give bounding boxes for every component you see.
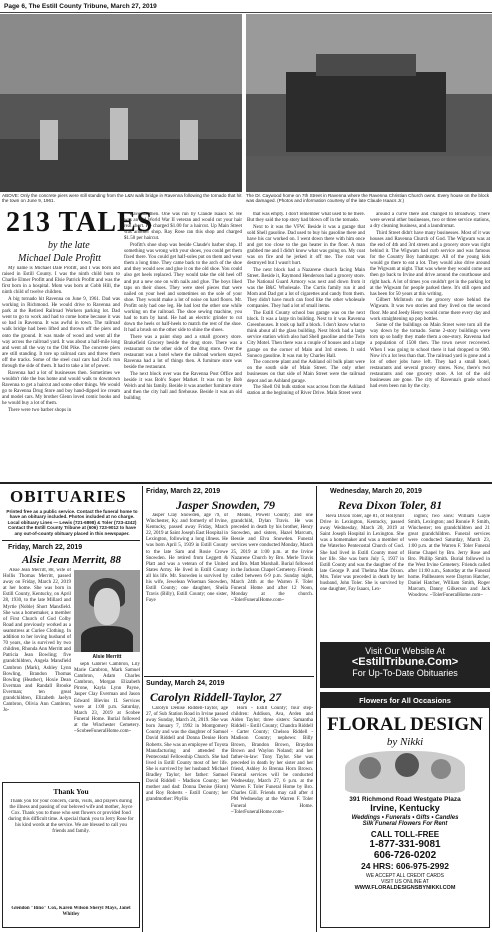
jasper-name: Jasper Snowden, 79 (176, 498, 276, 512)
vertical-rule-1 (142, 486, 143, 932)
photo-caption-right: The Dr. Caywood home on 7th Street in Ravenna where the Ravenna Christian Church owns. Every house on the block was damaged. (Photos and information courtesy of the late Claude Isaacs Jr.) (246, 193, 490, 204)
bridge-piers-photo (0, 14, 242, 192)
thank-you-title: Thank You (53, 787, 89, 796)
jasper-date: Friday, March 22, 2019 (146, 488, 221, 495)
floral-ad-visit: VISIT US ONLINE AT (381, 879, 429, 885)
column-author: Michael Dale Profitt (18, 253, 101, 264)
alsie-text-1: Alsie Jean Merritt, 88, wife of Hollis Thomas Merritt, passed away on Friday, March 22, 2019 at her home. She was born in Estill County, Kentucky, on April 28, 1930, to the late Millard and Myrtle (Noble) Short Mansfield. She was a homemaker, a member of First Church of God Colby Road and previously worked as a seamstress at Curlee Clothing. In addition to her loving husband of 70 years, she is survived by two children, Rhonda Ann Merritt and Patricia Jean Bowling; five grandchildren, Angela Mansfield Cambron (Mark), Ashley Lynn Bowling, Brandon Thomas Bowling (Heather), Hoxie Dean Everman and Randall Brooke Everman; ten great grandchildren, Elizabeth Jaelyn Cambron, Olivia Ann Cambron, Jo- (3, 568, 71, 714)
floral-ad-cards: WE ACCEPT ALL CREDIT CARDS (366, 873, 444, 879)
jasper-text-2: Means, Powell County; and one grandchild, Dylan Travis. He was preceded in death by his brother, Henry Snowden, and sisters, Hazel Marcum, Bessie and Elva Snowden. Funeral services were conducted Monday, March 25, 2019 at 1:00 p.m. at the Irvine Nazarene Church by Bro. Merle Travis and Bro. Matt Marshall. Burial followed in the Jackson Chapel Cemetery. Friends called between 6-9 p.m. Sunday night, March 24th at the Warren F. Toler Funeral Home and after 12 Noon, Monday at the church. ~TolerFuneralHome.com~ (231, 513, 313, 604)
obituaries-note: Printed free as a public service. Contact the funeral home to have an obituary included. Photos included at no charge. Local obituary Lines — Lewis (721-6898) & Toler (723-4242) Contact the Estill County Tribune at (606) 723-9012 to have any out-of-county obituary placed in this newspaper. (6, 509, 138, 536)
page-header: Page 6, The Estill County Tribune, March 27, 2019 (0, 0, 492, 13)
carolyn-text-2: Horn - Estill County; four step-children: Addison, Ava, Arden and Aiden Taylor; three sisters: Samantha Riddell - Estill County; Chandra Riddell - Carter County; Chelsea Riddell - Madison County; nephews: Billy Brown, Brandon Brown, Braydon Brown and Waylon Noland; and her father-in-law: Tony Taylor. She was preceded in death by her sister and her friend, Ashley Jo Brenna Horn Brown. Funeral services will be conducted Wednesday, March 27, 6 p.m. at the Warren F. Toler Funeral Home by Bro. Charles Gill. Friends may call after 4 PM Wednesday at the Warren F. Toler Funeral Home. ~TolerFuneralHome.com~ (231, 706, 313, 815)
alsie-photo-caption: Alsie Merritt (92, 654, 122, 660)
alsie-text-2: seph Gabriel Cambron, Lily Marie Cambron, Mark Samuel Cambron, Adam Charles Cambron, Morgan Elizabeth Pirone, Kayla Lynn Payne, Jasper Clay Everman and Jason Edward Blevins II. Services were at 1:00 p.m. Saturday, March 23, 2019 at Scobee Funeral Home. Burial followed at the Winchester Cemetery. ~ScobeeFuneralHome.com~ (74, 662, 140, 735)
photo-caption-left: ABOVE: Only the concrete piers were still standing from the L&N walk bridge in Ravenna following the tornado that hit the town on June 9, 1961. (2, 193, 242, 204)
column-text-2: Ravenna then. One was run by Claude Isaacs Sr. He was an old World War II veteran and would cut your hair real short. He charged $1.00 for a haircut. Up Main Street was another shop. Ray Rose ran this shop and charged $1.50 per haircut. Profitt's shoe shop was beside Claude's barber shop. If something was wrong with your shoes, you could get them fixed there. You could get half-soles put on them and wear them a long time. They came back to the arch of the shoe and they would sew and glue it on the old shoe. You could also get heels replaced. They would take the old heel off and put a new one on with nails and glue. The boys liked taps on their shoes. They were steel pieces that were nailed on your heel and sometimes on the sole of your shoe. They would make a lot of noise on hard floors. Mr. Profitt only had one leg. He had lost the other one while working on the railroad. The shoe sewing machine, you had to turn by hand. He had an electric grinder to cut down the heels or half-heels to match the rest of the shoe. It had a brush on the other side to shine the shoes. There was a paint shop and a small grocery store. Brakefield Grocery beside the drug store. There was a restaurant on the other side of the drug store. Over the restaurant was a hotel where the railroad workers stayed. Ravenna had a lot of things then. A furniture store was beside the restaurant. The next block over was the Ravenna Post Office and beside it was Bob's Super Market. It was run by Bob Welch and his family. Beside it was another furniture store and then the city hall and firehouse. Beside it was an old building (124, 212, 242, 402)
floral-ad-hours: 24 HRS: 606-975-2992 (361, 861, 449, 871)
floral-ad-silk: Silk Funeral Flowers For Rent (362, 821, 448, 827)
column-byline: by the late (48, 240, 90, 251)
floral-ad-tollfree[interactable]: 1-877-331-9081 (369, 839, 441, 850)
carolyn-rule (144, 676, 314, 677)
floral-ad-city: Irvine, Kentucky (370, 803, 440, 813)
website-ad-line1: Visit Our Website At (365, 646, 445, 656)
reva-date: Wednesday, March 20, 2019 (330, 488, 422, 495)
jasper-text-1: Jasper Clay Snowden, age 79, of Winchester, Ky. and formerly of Irvine, Kentucky, passed away Friday, March 22, 2019 at Saint Joseph East Hospital in Lexington, following a long illness. He was born April 5, 1939 in Estill County to the late Sam and Rosie Crowe Snowden. He retired from Leggett & Platt and was a veteran of the United States Army. He lived in Estill County all his life. Mr. Snowden is survived by his wife, Jewelean Wiseman Snowden, Estill County; one daughter, Sheila Travis (Billy), Estill County; one sister, Faye (146, 513, 228, 604)
obituaries-title: OBITUARIES (10, 487, 127, 506)
vertical-rule-2 (316, 486, 317, 932)
website-ad-url[interactable]: <EstillTribune.Com> (351, 656, 459, 668)
obits-rule (2, 540, 140, 541)
floral-ad-local[interactable]: 606-726-0202 (373, 850, 437, 861)
carolyn-date: Sunday, March 24, 2019 (146, 680, 225, 687)
carolyn-text-1: Carolyn Denise Riddell-Taylor, age 27, of Sub Station Road in Irvine passed away Sunday, March 24, 2019. She was born January 7, 1992 in Montgomery County and was the daughter of Samuel David Riddell and Donna Denise Horn Roberts. She was an employee of Toyota Manufacturing and attended the Pentecostal Fellowship Church. She had lived in Estill County most of her life. She is survived by her husband: Michael Bradley Taylor; her father: Samuel David Riddell - Madison County; her mother and dad: Donna Denise (Horn) and Roy Roberts - Estill County; her grandmother: Phyllis (146, 706, 228, 803)
column-text-4: around a curve there and changed to Broadway. There were several other businesses, two or three service stations, a dry cleaning business, and a laundromat. Third Street didn't have many businesses. Most of it was houses and Ravenna Church of God. The Wigwam was at the end of 4th and 3rd streets and a grocery store was right behind it. The Wigwam had curb service and was famous for the Country Boy hamburger. All of the young kids would go there to eat a lot. They would also drive around the Wigwam at night. That was where they would come out then go back to Irvine and drive around the courthouse and right back. A lot of times you couldn't get in the parking lot at the Wigwam for people parked there. It's still open and has been for 50 years at this writing. Gilbert McIntosh run the grocery store behind the Wigwam. It was two stories and they lived on the second floor. Me and Jeedy Henry would come there every day and work straightening up pop bottles. Some of the buildings on Main Street were torn all the way down by the tornado. Some 2-story buildings were torn up so badly they made them a one-story. Ravenna had a population of 1500 then. The town never recovered. When I was going to school there it had dropped to 900. Now it's a lot less than that. The railroad yard is gone and a lot of other jobs have left. They had a small hotel, restaurants and several grocery stores. Now, there's two restaurants and one grocery store. A lot of the old businesses are gone. The city of Ravenna's grade school had even been run by the city. (370, 212, 490, 390)
floral-ad-top: Flowers for All Occasions (321, 693, 489, 708)
website-ad (320, 642, 490, 688)
thank-you-signed: Glendon "Bino" Cox, Karen Wilson Sheryl Mays, Janet Whitley (11, 906, 131, 918)
reva-text-1: Reva Dixon Toler, age 81, of Hollyhill Drive in Lexington, Kentucky, passed away Wednesday, March 20, 2019 at Saint Joseph Hospital in Lexington. She was a homemaker and was a member of the Waterloo Pentecostal Church of God. She had lived in Estill County most of her life. She was born July 5, 1937 in Estill County and was the daughter of the late George P. and Thelma Mae Dixon. Mrs. Toler was preceded in death by her husband, John Toler. She is survived by one daughter, Fay Isaacs, Lex- (320, 514, 404, 593)
floral-ad-address: 391 Richmond Road Westgate Plaza (349, 796, 461, 803)
column-text-1: My name is Michael Dale Profitt, and I was born and raised in Estill County. I was the ninth child born to Charlie Elmer Profitt and Elsie Patrick Profitt and was the first born in a hospital. Mom was born at Cobb Hill, the ninth child of twelve children. A big tornado hit Ravenna on June 9, 1961. Dad was working in Richmond. He would drive to Ravenna and park at the Retired Railroad Workers parking lot. Dad went to go to work and had to come home because it was so bad in Ravenna. It was awful in town. The railroad walk bridge had been lifted and thrown off the piers and onto the ground. It was made of wood and went all the way across the railroad yard. It was about a half-mile long and went all the way to the Old Pike. The concrete piers are still standing. It tore up railroad cars and threw them off the tracks. Some of the steel coal cars had 2x4's run through the side of them. It had to take a lot of power. Ravenna had a lot of businesses then. Sometimes we wouldn't ride the bus home and would walk to downtown Ravenna to get a haircut and some other things. We would go to Ravenna Drug Store and buy hand-dipped ice cream and model cars. My brother Glenn loved comic books and he would buy a lot of them. There were two barber shops in (2, 266, 120, 413)
floral-design-ad (320, 692, 490, 928)
floral-ad-call: CALL TOLL-FREE (370, 830, 440, 839)
alsie-date: Friday, March 22, 2019 (8, 544, 83, 551)
reva-text-2: ington; two sons: William Gayle Smith, Lexington; and Ronnie P. Smith, Winchester; ten grandchildren and 21 great grandchildren. Funeral services were conducted Saturday, March 23, 1:00 p.m. at the Warren F. Toler Funeral Home Chapel by Bro. Jerry Rose and Bro. Phillip Smith. Burial followed in the West Irvine Cemetery. Friends called after 11:00 a.m., Saturday at the Funeral home. Pallbearers were Dayton Hatcher, Daniel Hatcher, William Smith, Roger Marcum, Danny Gilkerson and Jack Woodrow. ~TolerFuneralHome.com~ (408, 514, 490, 599)
website-ad-line3: For Up-To-Date Obituaries (352, 668, 458, 678)
floral-ad-by: by Nikki (386, 736, 424, 748)
alsie-portrait (74, 570, 140, 652)
column-title: 213 TALES (6, 207, 154, 238)
floral-ad-services: Weddings • Funerals • Gifts • Candles (351, 815, 459, 821)
section-divider (0, 482, 492, 484)
thank-you-text: Thank you for your concern, cards, visits, and prayers during the illness and passing of our beloved wife and mother, Joyce Cox. Thank you to those who sent flowers or provided food during this difficult time. A special thank you to Jerry Rose for his kind words at the service. We are blessed to call you friends and family. (8, 799, 134, 835)
flower-graphic (345, 751, 465, 793)
floral-ad-name: FLORAL DESIGN (327, 714, 483, 735)
floral-ad-url[interactable]: WWW.FLORALDESIGNSBYNIKKI.COM (354, 885, 456, 891)
reva-name: Reva Dixon Toler, 81 (338, 498, 443, 512)
alsie-name: Alsie Jean Merritt, 88 (22, 554, 122, 566)
column-text-3: that was empty. I don't remember what used to be there. But they said the top story had blown off in the tornado. Next to it was the VFW. Beside it was a garage that sold Shell gasoline. Dad used to buy his gasoline there and have his car worked on. I went down there with him once and got too close to the gas heater in the floor. A man grabbed me and I didn't know what was going on. My coat was on fire and he jerked it off me. The coat was destroyed but I wasn't hurt. The next block had a Nazarene church facing Main Street. Beside it, Raymond Henderson had a grocery store. The National Guard Armory was next and down from it was the B&C Wholesale. The Curtis family run it and Mom and Dad got a lot of cigarettes and candy from them. They didn't have much can food like the other wholesale companies. They had a lot of small items. The Estill County school bus garage was on the next block. It was a large tin building. Next to it was Ravenna Greenhouses. It took up half a block. I don't know what to think about all the glass building. Next block had a large service station which also had Shell gasoline and the Twin City Motel. Then there was a couple of houses and a large garage on the corner of Main and 3rd streets. It sold Sunoco gasoline. It was run by Charles Hall. The concrete plant and the Ashland oil bulk plant were on the south side of Main Street. The only other businesses on that side of Main Street were the railroad depot and an Ashland garage. The Shell Oil bulk station was across from the Ashland station at the beginning of River Drive. Main Street went (247, 212, 365, 397)
damaged-house-photo (246, 14, 492, 192)
carolyn-name: Carolyn Riddell-Taylor, 27 (150, 690, 282, 704)
